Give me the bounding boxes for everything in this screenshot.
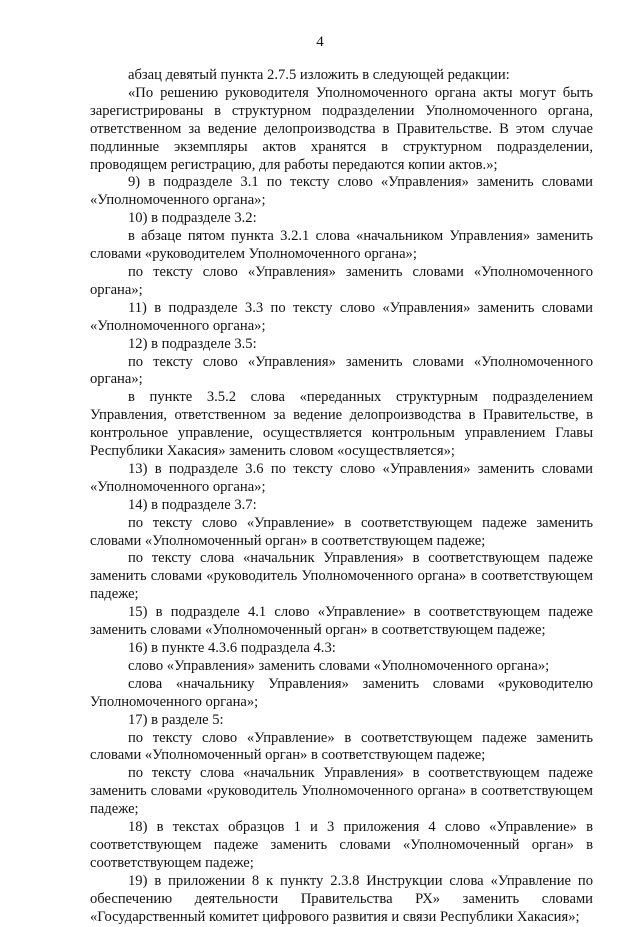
paragraph: слова «начальнику Управления» заменить словами «руководителю Уполномоченного органа»; bbox=[90, 675, 593, 710]
paragraph: 9) в подразделе 3.1 по тексту слово «Управления» заменить словами «Уполномоченного органа»; bbox=[90, 174, 593, 209]
paragraph: 12) в подразделе 3.5: bbox=[128, 335, 257, 352]
paragraph: 14) в подразделе 3.7: bbox=[128, 496, 257, 513]
paragraph: по тексту слово «Управления» заменить словами «Уполномоченного органа»; bbox=[90, 353, 593, 388]
page-number: 4 bbox=[316, 34, 324, 50]
paragraph: 11) в подразделе 3.3 по тексту слово «Управления» заменить словами «Уполномоченного органа»; bbox=[90, 299, 593, 334]
paragraph: в абзаце пятом пункта 3.2.1 слова «начальником Управления» заменить словами «руководителем Уполномоченного органа»; bbox=[90, 228, 593, 263]
paragraph: 19) в приложении 8 к пункту 2.3.8 Инструкции слова «Управление по обеспечению деятельности Правительства РХ» заменить словами «Государственный комитет цифрового развития и связи Республики Хакасия»; bbox=[90, 872, 593, 925]
paragraph: 18) в текстах образцов 1 и 3 приложения 4 слово «Управление» в соответствующем падеже заменить словами «Уполномоченный орган» в соответствующем падеже; bbox=[90, 819, 593, 871]
paragraph: 15) в подразделе 4.1 слово «Управление» в соответствующем падеже заменить словами «Уполномоченный орган» в соответствующем падеже; bbox=[90, 604, 593, 639]
paragraph: по тексту слово «Управления» заменить словами «Уполномоченного органа»; bbox=[90, 263, 593, 298]
document-body bbox=[90, 67, 593, 927]
paragraph: по тексту слова «начальник Управления» в соответствующем падеже заменить словами «руководитель Уполномоченного органа» в соответствующем падеже; bbox=[90, 550, 593, 603]
paragraph: по тексту слова «начальник Управления» в соответствующем падеже заменить словами «руководитель Уполномоченного органа» в соответствующем падеже; bbox=[90, 765, 593, 818]
paragraph: абзац девятый пункта 2.7.5 изложить в следующей редакции: bbox=[128, 67, 510, 83]
paragraph: 10) в подразделе 3.2: bbox=[128, 210, 257, 227]
paragraph: 17) в разделе 5: bbox=[128, 711, 224, 728]
paragraph: 13) в подразделе 3.6 по тексту слово «Управления» заменить словами «Уполномоченного органа»; bbox=[90, 460, 593, 495]
paragraph: «По решению руководителя Уполномоченного органа акты могут быть зарегистрированы в структурном подразделении Уполномоченного органа, ответственном за ведение делопроизводства в Правительстве. В этом случае подлинные экземпляры актов хранятся в структурном подразделении, проводящем регистрацию, для работы передаются копии актов.»; bbox=[90, 84, 593, 173]
paragraph: слово «Управления» заменить словами «Уполномоченного органа»; bbox=[128, 657, 550, 674]
paragraph: 16) в пункте 4.3.6 подраздела 4.3: bbox=[128, 640, 336, 656]
paragraph: в пункте 3.5.2 слова «переданных структурным подразделением Управления, ответственном за ведение делопроизводства в Правительстве, в контрольное управление, осуществляется контрольным управлением Главы Республики Хакасия» заменить словом «осуществляется»; bbox=[90, 389, 593, 460]
paragraph: по тексту слово «Управление» в соответствующем падеже заменить словами «Уполномоченный орган» в соответствующем падеже; bbox=[90, 729, 593, 764]
paragraph: по тексту слово «Управление» в соответствующем падеже заменить словами «Уполномоченный орган» в соответствующем падеже; bbox=[90, 514, 593, 549]
